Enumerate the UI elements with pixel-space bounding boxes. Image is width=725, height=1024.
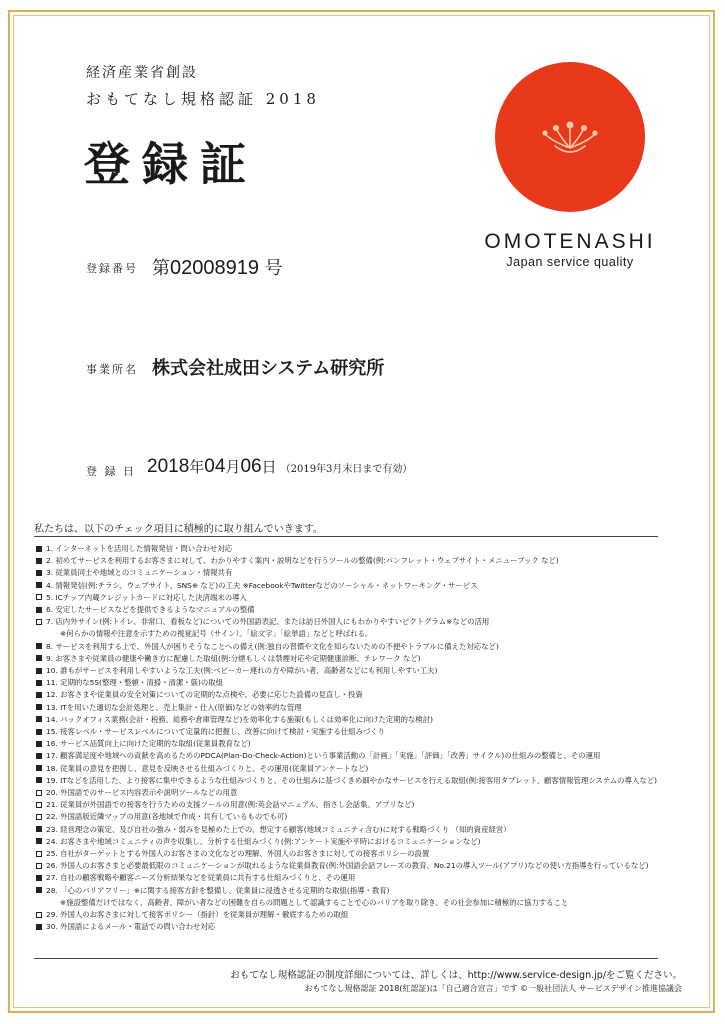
checklist-item xyxy=(36,738,676,750)
office-name: 株式会社成田システム研究所 xyxy=(152,358,385,379)
checked-box-icon xyxy=(36,729,42,735)
checklist-item xyxy=(36,641,676,653)
checklist-item xyxy=(36,714,676,726)
checklist-item-text: 14. バックオフィス業務(会計・税務、総務や倉庫管理など)を効率化する施策(もしくは効率化に向けた定期的な検討) xyxy=(46,714,433,724)
checklist-item xyxy=(36,848,676,860)
checklist-item-text: 29. 外国人のお客さまに対して接客ポリシー（指針）を従業員が理解・徹底するための取組 xyxy=(46,910,349,920)
checklist-item xyxy=(36,580,676,592)
checked-box-icon xyxy=(36,826,42,832)
checklist-item xyxy=(36,750,676,762)
checklist-item xyxy=(36,567,676,579)
checklist-item-text: 28. 「心のバリアフリー」※に関する接客方針を整備し、従業員に浸透させる定期的な取組(指導・教育) xyxy=(46,885,390,895)
checked-box-icon xyxy=(36,655,42,661)
checklist-item xyxy=(36,726,676,738)
checklist-item-text: 13. ITを用いた適切な会計処理と、売上集計・仕入(原価)などの効率的な管理 xyxy=(46,702,302,712)
checklist-item xyxy=(36,824,676,836)
checklist-item xyxy=(36,702,676,714)
checklist-item xyxy=(36,860,676,872)
checklist-item xyxy=(36,885,676,897)
checklist-item xyxy=(36,677,676,689)
checklist-item-text: 8. サービスを利用する上で、外国人が困りそうなことへの備え(例:独自の習慣や文化を知らないための不便やトラブルに備えた対応など) xyxy=(46,641,499,651)
checklist-item-text: 20. 外国語でのサービス内容表示や説明ツールなどの用意 xyxy=(46,788,238,798)
unchecked-box-icon xyxy=(36,619,42,625)
registration-prefix: 第 xyxy=(152,258,170,279)
checked-box-icon xyxy=(36,680,42,686)
checked-box-icon xyxy=(36,704,42,710)
checked-box-icon xyxy=(36,570,42,576)
registration-number-label: 登録番号 xyxy=(86,262,138,275)
validity-note: （2019年3月末日まで有効） xyxy=(280,464,413,475)
bottom-divider xyxy=(34,958,658,959)
top-divider xyxy=(34,536,658,537)
checklist-item-text: 30. 外国語によるメール・電話での問い合わせ対応 xyxy=(46,922,216,932)
checked-box-icon xyxy=(36,558,42,564)
checklist-item-text: 10. 誰もがサービスを利用しやすいような工夫(例:ベビーカー連れの方や障がい者、高齢者などにも利用しやすい工夫) xyxy=(46,666,438,676)
checklist-item-text: 18. 従業員の意見を把握し、意見を反映させる仕組みづくりと、その運用(従業員アンケートなど) xyxy=(46,763,369,773)
checked-box-icon xyxy=(36,753,42,759)
footer-info: おもてなし規格認証の制度詳細については、詳しくは、http://www.service-design.jp/をご覧ください。 xyxy=(230,970,682,981)
checklist-item xyxy=(36,836,676,848)
certificate-title: 登録証 xyxy=(84,137,258,191)
checklist-item xyxy=(36,604,676,616)
checklist-item-text: ※何らかの情報や注意を示すための視覚記号（サイン）。「絵文字」「絵単語」などと呼ばれる。 xyxy=(60,629,373,639)
checked-box-icon xyxy=(36,924,42,930)
checklist-item-text: 16. サービス品質向上に向けた定期的な取組(従業員教育など) xyxy=(46,739,251,749)
date-year: 2018 xyxy=(147,456,190,477)
checklist-item xyxy=(36,689,676,701)
checked-box-icon xyxy=(36,692,42,698)
checklist-item-text: 23. 経営理念の策定、及び自社の強み・弱みを見極めた上での、想定する顧客(地域コミュニティ含む)に対する戦略づくり （知的資産経営） xyxy=(46,824,511,834)
checklist-intro: 私たちは、以下のチェック項目に積極的に取り組んでいきます。 xyxy=(34,524,323,535)
checklist-item-text: 21. 従業員が外国語での接客を行うための支援ツールの用意(例:英会話マニュアル、指さし会話集、アプリなど) xyxy=(46,800,415,810)
logo-subtitle: Japan service quality xyxy=(506,255,634,269)
checklist-note xyxy=(36,628,676,640)
checklist-item xyxy=(36,592,676,604)
checklist-item-text: 6. 安定したサービスなどを提供できるようなマニュアルの整備 xyxy=(46,605,255,615)
checked-box-icon xyxy=(36,607,42,613)
checklist-item-text: 2. 初めてサービスを利用するお客さまに対して、わかりやすく案内・説明などを行うツールの整備(例:パンフレット・ウェブサイト・メニューブック など) xyxy=(46,556,559,566)
unchecked-box-icon xyxy=(36,912,42,918)
checklist-item-text: ※施設整備だけではなく、高齢者、障がい者などの困難を自らの問題として認識することで心のバリアを取り除き、その社会参加に積極的に協力すること xyxy=(60,897,569,907)
checklist-item xyxy=(36,787,676,799)
program-title: おもてなし規格認証 2018 xyxy=(86,90,320,108)
checklist xyxy=(36,543,676,934)
checklist-item-text: 7. 店内外サイン(例:トイレ、非常口、看板など)についての外国語表記、または訪日外国人にもわかりやすいピクトグラム※などの活用 xyxy=(46,617,490,627)
checklist-item-text: 9. お客さまや従業員の健康や働き方に配慮した取組(例:分煙もしくは禁煙対応や定期健康診断、テレワーク など) xyxy=(46,653,421,663)
checklist-item xyxy=(36,872,676,884)
logo-title: OMOTENASHI xyxy=(484,230,656,253)
checklist-item xyxy=(36,616,676,628)
registration-date-label: 登 録 日 xyxy=(86,465,136,478)
checklist-item xyxy=(36,799,676,811)
checked-box-icon xyxy=(36,668,42,674)
checked-box-icon xyxy=(36,716,42,722)
checked-box-icon xyxy=(36,765,42,771)
checked-box-icon xyxy=(36,887,42,893)
checklist-item xyxy=(36,909,676,921)
checklist-item-text: 5. ICチップ内蔵クレジットカードに対応した決済端末の導入 xyxy=(46,592,247,602)
checked-box-icon xyxy=(36,643,42,649)
checked-box-icon xyxy=(36,838,42,844)
checklist-item-text: 22. 外国語版近隣マップの用意(各地域で作成・共有しているものでも可) xyxy=(46,812,288,822)
checklist-item xyxy=(36,811,676,823)
date-year-unit: 年 xyxy=(189,458,205,476)
checklist-item-text: 24. お客さまや地域コミュニティの声を収集し、分析する仕組みづくり(例:アンケート実施や平時におけるコミュニケーションなど) xyxy=(46,836,481,846)
date-day-unit: 日 xyxy=(261,458,277,476)
checklist-item xyxy=(36,763,676,775)
checklist-item-text: 4. 情報発信(例:チラシ、ウェブサイト、SNS※ など)の工夫 ※FacebookやTwitterなどのソーシャル・ネットワーキング・サービス xyxy=(46,580,478,590)
checklist-item-text: 3. 従業員同士や地域とのコミュニケーション・情報共有 xyxy=(46,568,233,578)
ministry-label: 経済産業省創設 xyxy=(86,65,198,81)
unchecked-box-icon xyxy=(36,790,42,796)
checklist-item xyxy=(36,775,676,787)
checklist-note xyxy=(36,897,676,909)
checked-box-icon xyxy=(36,546,42,552)
checklist-item-text: 12. お客さまや従業員の安全対策についての定期的な点検や、必要に応じた設備の見直し・投資 xyxy=(46,690,363,700)
unchecked-box-icon xyxy=(36,863,42,869)
checklist-item xyxy=(36,653,676,665)
registration-number-value: 02008919 xyxy=(170,257,259,279)
omotenashi-flower-icon xyxy=(495,62,645,212)
registration-number xyxy=(152,254,283,280)
checklist-item-text: 11. 定期的な5S(整理・整頓・清掃・清潔・躾)の取組 xyxy=(46,678,224,688)
checklist-item-text: 26. 外国人のお客さまと必要最低限のコミュニケーションが取れるような従業員教育(例:外国語会話フレーズの教育、No.21の導入ツール(アプリ)などの使い方指導を行っているなど) xyxy=(46,861,649,871)
checked-box-icon xyxy=(36,741,42,747)
checklist-item xyxy=(36,543,676,555)
footer-copyright: おもてなし規格認証 2018(紅認証)は「自己適合宣言」です ©一般社団法人 サービスデザイン推進協議会 xyxy=(304,984,682,993)
checked-box-icon xyxy=(36,777,42,783)
unchecked-box-icon xyxy=(36,802,42,808)
registration-suffix: 号 xyxy=(264,258,283,279)
checklist-item-text: 25. 自社がターゲットとする外国人のお客さまの文化などの理解、外国人のお客さまに対しての接客ポリシーの設置 xyxy=(46,849,430,859)
unchecked-box-icon xyxy=(36,851,42,857)
checklist-item-text: 17. 顧客満足度や地域への貢献を高めるためのPDCA(Plan-Do-Check-Action)という事業活動の「計画」「実施」「評価」「改善」サイクル)の仕組みの整備と、その運用 xyxy=(46,751,601,761)
checklist-item-text: 1. インターネットを活用した情報発信・問い合わせ対応 xyxy=(46,544,233,553)
checklist-item xyxy=(36,921,676,933)
date-month-unit: 月 xyxy=(225,458,241,476)
checklist-item-text: 15. 接客レベル・サービスレベルについて定量的に把握し、改善に向けて検討・実施する仕組みづくり xyxy=(46,727,385,737)
date-month: 04 xyxy=(204,456,226,477)
checklist-item xyxy=(36,555,676,567)
checked-box-icon xyxy=(36,582,42,588)
unchecked-box-icon xyxy=(36,814,42,820)
date-day: 06 xyxy=(240,456,262,477)
registration-date xyxy=(147,456,412,478)
checklist-item xyxy=(36,665,676,677)
checklist-item-text: 19. ITなどを活用した、より接客に集中できるような仕組みづくりと、その仕組みに基づくきめ細やかなサービスを行える取組(例:接客用タブレット、顧客情報管理システムの導入など) xyxy=(46,775,657,785)
checked-box-icon xyxy=(36,875,42,881)
office-name-label: 事業所名 xyxy=(86,363,138,376)
omotenashi-logo xyxy=(495,62,645,212)
checklist-item-text: 27. 自社の顧客戦略や顧客ニーズ分析結果などを従業員に共有する仕組みづくりと、その運用 xyxy=(46,873,356,883)
unchecked-box-icon xyxy=(36,594,42,600)
